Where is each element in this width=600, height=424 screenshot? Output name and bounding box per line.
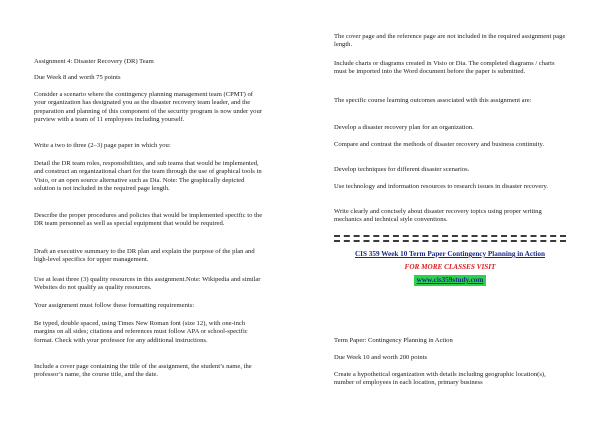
term-paper-title: Term Paper: Contingency Planning in Action bbox=[334, 337, 453, 344]
cover-page-note: The cover page and the reference page are not included in the required assignment page length. bbox=[334, 33, 566, 49]
term-paper-due: Due Week 10 and worth 200 points bbox=[334, 354, 428, 361]
assignment-title: Assignment 4: Disaster Recovery (DR) Team bbox=[34, 58, 154, 65]
requirement-executive-summary: Draft an executive summary to the DR plan and explain the purpose of the plan and high-level specifics for upper management. bbox=[34, 248, 255, 264]
dashed-divider bbox=[334, 235, 566, 242]
outcomes-heading: The specific course learning outcomes associated with this assignment are: bbox=[334, 97, 532, 104]
promo-title[interactable]: CIS 359 Week 10 Term Paper Contingency Planning in Action bbox=[354, 250, 546, 258]
requirement-dr-team: Detail the DR team roles, responsibilities, and sub teams that would be implemented, and construct an organizational chart for the team through the use of graphical tools in Visio, or an open source alternative such as Dia. Note: The graphically depicted solution is not included in the required page length. bbox=[34, 160, 262, 193]
formatting-typed: Be typed, double spaced, using Times New Roman font (size 12), with one-inch margins on all sides; citations and references must follow APA or school-specific format. Check with your professor for any additional instructions. bbox=[34, 320, 248, 344]
due-date: Due Week 8 and worth 75 points bbox=[34, 74, 121, 81]
term-paper-intro: Create a hypothetical organization with details including geographic location(s), number of employees in each location, primary business bbox=[334, 371, 546, 387]
promo-block bbox=[334, 250, 566, 286]
formatting-heading: Your assignment must follow these formatting requirements: bbox=[34, 302, 195, 309]
outcome-4: Use technology and information resources to research issues in disaster recovery. bbox=[334, 183, 548, 190]
promo-subtitle: FOR MORE CLASSES VISIT bbox=[404, 263, 496, 271]
formatting-cover-page: Include a cover page containing the title of the assignment, the student’s name, the professor’s name, the course title, and the date. bbox=[34, 363, 252, 379]
outcome-3: Develop techniques for different disaster scenarios. bbox=[334, 166, 470, 173]
outcome-1: Develop a disaster recovery plan for an organization. bbox=[334, 124, 474, 131]
promo-link[interactable]: www.cis359study.com bbox=[414, 275, 487, 286]
outcome-2: Compare and contrast the methods of disaster recovery and business continuity. bbox=[334, 141, 544, 148]
requirement-procedures: Describe the proper procedures and policies that would be implemented specific to the DR team personnel as well as special equipment that would be required. bbox=[34, 212, 263, 228]
scenario-paragraph: Consider a scenario where the contingency planning management team (CPMT) of your organization has designated you as the disaster recovery team leader, and the preparation and planning of this component of the security program is now under your purview with a team of 11 employees including yourself. bbox=[34, 91, 262, 124]
outcome-5: Write clearly and concisely about disaster recovery topics using proper writing mechanics and technical style conventions. bbox=[334, 208, 542, 224]
requirement-resources: Use at least three (3) quality resources in this assignment.Note: Wikipedia and similar Websites do not qualify as quality resources. bbox=[34, 276, 261, 292]
charts-note: Include charts or diagrams created in Visio or Dia. The completed diagrams / charts must be imported into the Word document before the paper is submitted. bbox=[334, 60, 555, 76]
paper-instruction: Write a two to three (2–3) page paper in which you: bbox=[34, 142, 171, 149]
